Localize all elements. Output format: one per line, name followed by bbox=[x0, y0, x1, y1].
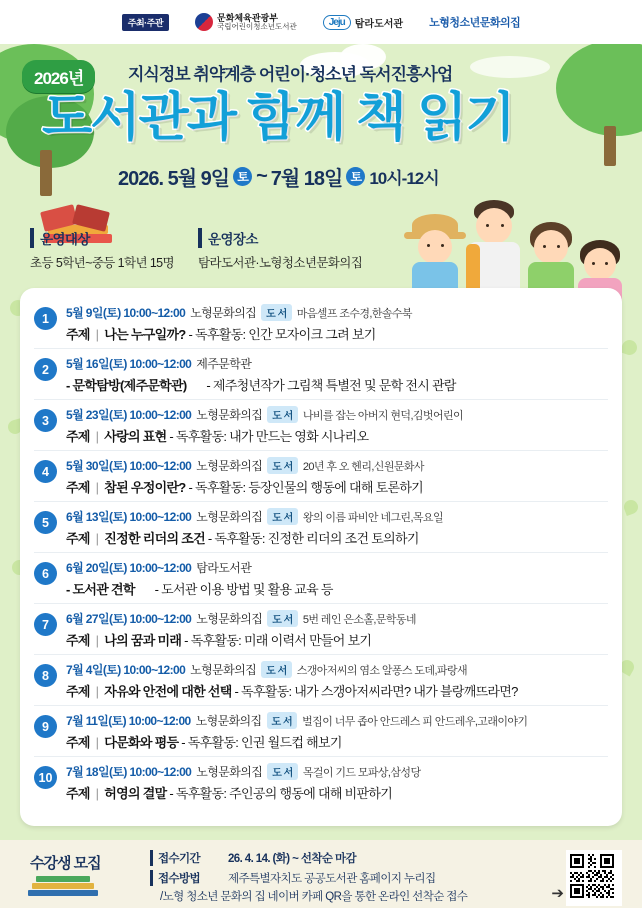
topic-sep: | bbox=[95, 735, 99, 750]
book-chip: 도 서 bbox=[267, 763, 298, 780]
place-info bbox=[198, 228, 362, 271]
topic-text: 나의 꿈과 미래 bbox=[104, 633, 182, 648]
row-number: 5 bbox=[34, 511, 57, 534]
method-value-2: /노형 청소년 문화의 집 네이버 카페 QR을 통한 온라인 선착순 접수 bbox=[160, 891, 468, 903]
row-number: 3 bbox=[34, 409, 57, 432]
activity-text: - 독후활동: 등장인물의 행동에 대해 토론하기 bbox=[188, 480, 424, 495]
row-number: 8 bbox=[34, 664, 57, 687]
row-meta bbox=[66, 406, 608, 423]
row-body bbox=[66, 559, 608, 598]
schedule-list bbox=[34, 298, 608, 807]
row-meta bbox=[66, 508, 608, 525]
row-body bbox=[66, 610, 608, 649]
taegeuk-icon bbox=[195, 13, 213, 31]
qr-code[interactable] bbox=[566, 850, 622, 906]
row-place: 노형문화의집 bbox=[190, 663, 257, 677]
host-badge-group bbox=[122, 14, 169, 31]
topic-label: 주제 bbox=[66, 531, 90, 546]
topic-label: 주제 bbox=[66, 327, 90, 342]
row-when: 5월 30일(토) 10:00~12:00 bbox=[66, 459, 192, 473]
row-place: 탐라도서관 bbox=[196, 561, 252, 575]
row-meta bbox=[66, 304, 608, 321]
book-chip: 도 서 bbox=[267, 457, 298, 474]
topic-sep: | bbox=[95, 429, 99, 444]
row-number: 7 bbox=[34, 613, 57, 636]
row-topic bbox=[66, 324, 608, 343]
row-body bbox=[66, 406, 608, 445]
activity-text: - 독후활동: 인권 월드컵 해보기 bbox=[181, 735, 342, 750]
row-meta bbox=[66, 661, 608, 678]
activity-text: - 독후활동: 내가 스갱아저씨라면? 내가 블랑깨뜨라면? bbox=[234, 684, 518, 699]
topic-label: 주제 bbox=[66, 429, 90, 444]
table-row bbox=[34, 552, 608, 603]
table-row bbox=[34, 399, 608, 450]
book-name: 20년 후 오 헨리,신원문화사 bbox=[302, 460, 424, 473]
table-row bbox=[34, 705, 608, 756]
jeju-mark-icon: Jeju bbox=[323, 15, 351, 30]
place-value: 탐라도서관·노형청소년문화의집 bbox=[198, 256, 363, 270]
mogef-line1: 문화체육관광부 bbox=[217, 12, 278, 23]
jeju-library-name: 탐라도서관 bbox=[354, 18, 404, 30]
topic-label: 주제 bbox=[66, 633, 90, 648]
book-name: 왕의 이름 파비안 네그린,목요일 bbox=[302, 511, 443, 524]
date-range-sep: ~ bbox=[256, 165, 267, 187]
book-name: 목걸이 기드 모파상,삼성당 bbox=[302, 766, 421, 779]
saturday-badge-end: 토 bbox=[346, 167, 365, 186]
row-topic bbox=[66, 426, 608, 445]
topic-text: 나는 누구일까? bbox=[104, 327, 186, 342]
topic-text: 참된 우정이란? bbox=[104, 480, 186, 495]
topic-text: 자유와 안전에 대한 선택 bbox=[104, 684, 232, 699]
row-topic bbox=[66, 579, 608, 598]
activity-text: - 독후활동: 진정한 리더의 조건 토의하기 bbox=[207, 531, 419, 546]
row-meta bbox=[66, 559, 608, 576]
row-when: 5월 9일(토) 10:00~12:00 bbox=[66, 306, 186, 320]
row-meta bbox=[66, 610, 608, 627]
row-topic bbox=[66, 630, 608, 649]
activity-text: - 도서관 이용 방법 및 활용 교육 등 bbox=[154, 582, 333, 597]
row-place: 노형문화의집 bbox=[196, 612, 263, 626]
row-topic bbox=[66, 375, 608, 394]
row-when: 6월 20일(토) 10:00~12:00 bbox=[66, 561, 192, 575]
topic-text: - 도서관 견학 bbox=[66, 582, 135, 597]
row-number: 1 bbox=[34, 307, 57, 330]
book-chip: 도 서 bbox=[267, 610, 298, 627]
row-when: 5월 16일(토) 10:00~12:00 bbox=[66, 357, 192, 371]
nohyeong-logo: 노형청소년문화의집 bbox=[429, 17, 521, 29]
saturday-badge-start: 토 bbox=[233, 167, 252, 186]
row-when: 6월 13일(토) 10:00~12:00 bbox=[66, 510, 192, 524]
jeju-library-logo bbox=[323, 15, 403, 30]
row-when: 6월 27일(토) 10:00~12:00 bbox=[66, 612, 192, 626]
method-label: 접수방법 bbox=[150, 870, 200, 886]
topic-sep: | bbox=[95, 684, 99, 699]
mogef-logo bbox=[195, 13, 297, 32]
row-topic bbox=[66, 681, 608, 700]
row-body bbox=[66, 508, 608, 547]
row-body bbox=[66, 457, 608, 496]
book-chip: 도 서 bbox=[267, 406, 298, 423]
row-body bbox=[66, 304, 608, 343]
mogef-line2: 국립어린이청소년도서관 bbox=[217, 21, 297, 31]
row-body bbox=[66, 763, 608, 802]
row-when: 7월 11일(토) 10:00~12:00 bbox=[66, 714, 191, 728]
book-name: 벌집이 너무 좁아 안드레스 피 안드레우,고래이야기 bbox=[302, 715, 528, 728]
row-place: 노형문화의집 bbox=[190, 306, 257, 320]
topic-sep: | bbox=[95, 633, 99, 648]
table-row bbox=[34, 298, 608, 348]
row-number: 9 bbox=[34, 715, 57, 738]
row-topic bbox=[66, 477, 608, 496]
poster-header bbox=[0, 44, 642, 198]
info-strip bbox=[0, 228, 642, 280]
table-row bbox=[34, 501, 608, 552]
row-topic bbox=[66, 528, 608, 547]
date-start: 2026. 5월 9일 bbox=[118, 168, 230, 190]
year-badge: 2026년 bbox=[22, 60, 95, 93]
topic-text: 진정한 리더의 조건 bbox=[104, 531, 205, 546]
recruit-label: 수강생 모집 bbox=[30, 855, 101, 872]
host-badge: 주최·주관 bbox=[122, 14, 169, 31]
row-place: 노형문화의집 bbox=[196, 765, 263, 779]
topic-text: 허영의 결말 bbox=[104, 786, 167, 801]
activity-text: - 독후활동: 미래 이력서 만들어 보기 bbox=[184, 633, 372, 648]
topic-label: 주제 bbox=[66, 684, 90, 699]
book-decor bbox=[28, 876, 100, 898]
book-chip: 도 서 bbox=[261, 661, 292, 678]
period-value: 26. 4. 14. (화) ~ 선착순 마감 bbox=[228, 853, 356, 865]
target-info bbox=[30, 228, 174, 271]
mogef-logo-text bbox=[217, 13, 297, 32]
row-topic bbox=[66, 732, 608, 751]
page-title: 도서관과 함께 책 읽기 bbox=[42, 89, 514, 147]
session-time: 10시-12시 bbox=[369, 169, 439, 188]
row-number: 6 bbox=[34, 562, 57, 585]
registration-band bbox=[0, 840, 642, 908]
row-when: 5월 23일(토) 10:00~12:00 bbox=[66, 408, 192, 422]
activity-text: - 독후활동: 주인공의 행동에 대해 비판하기 bbox=[169, 786, 393, 801]
book-chip: 도 서 bbox=[267, 508, 298, 525]
table-row bbox=[34, 348, 608, 399]
book-chip: 도 서 bbox=[267, 712, 298, 729]
row-number: 4 bbox=[34, 460, 57, 483]
row-meta bbox=[66, 355, 608, 372]
row-number: 10 bbox=[34, 766, 57, 789]
method-value: 제주특별자치도 공공도서관 홈페이지 누리집 bbox=[228, 873, 436, 885]
row-number: 2 bbox=[34, 358, 57, 381]
row-meta bbox=[66, 457, 608, 474]
qr-code-svg bbox=[568, 852, 616, 900]
activity-text: - 독후활동: 내가 만드는 영화 시나리오 bbox=[169, 429, 369, 444]
row-place: 노형문화의집 bbox=[196, 459, 263, 473]
topic-label: 주제 bbox=[66, 480, 90, 495]
row-meta bbox=[66, 763, 608, 780]
target-label: 운영대상 bbox=[30, 228, 174, 248]
topic-text: 다문화와 평등 bbox=[104, 735, 179, 750]
row-place: 노형문화의집 bbox=[196, 408, 263, 422]
topic-sep: | bbox=[95, 327, 99, 342]
row-meta bbox=[66, 712, 608, 729]
book-name: 5번 레인 은소홀,문학동네 bbox=[302, 613, 416, 626]
target-value: 초등 5학년~중등 1학년 15명 bbox=[30, 256, 175, 270]
place-label: 운영장소 bbox=[198, 228, 362, 248]
row-body bbox=[66, 712, 608, 751]
poster-subtitle: 지식정보 취약계층 어린이·청소년 독서진흥사업 bbox=[128, 65, 453, 84]
book-name: 스갱아저씨의 염소 알퐁스 도데,파랑새 bbox=[296, 664, 467, 677]
table-row bbox=[34, 654, 608, 705]
table-row bbox=[34, 450, 608, 501]
row-body bbox=[66, 661, 608, 700]
organizer-bar bbox=[0, 0, 642, 44]
topic-sep: | bbox=[95, 480, 99, 495]
activity-text: - 독후활동: 인간 모자이크 그려 보기 bbox=[188, 327, 376, 342]
row-place: 노형문화의집 bbox=[196, 510, 263, 524]
row-when: 7월 4일(토) 10:00~12:00 bbox=[66, 663, 186, 677]
topic-label: 주제 bbox=[66, 786, 90, 801]
date-end: 7월 18일 bbox=[270, 168, 343, 190]
period-label: 접수기간 bbox=[150, 850, 200, 866]
date-range bbox=[118, 162, 439, 191]
book-name: 마음셀프 조수경,한솔수북 bbox=[296, 307, 412, 320]
table-row bbox=[34, 756, 608, 807]
row-place: 노형문화의집 bbox=[195, 714, 262, 728]
row-topic bbox=[66, 783, 608, 802]
schedule-card bbox=[20, 288, 622, 826]
row-body bbox=[66, 355, 608, 394]
book-name: 나비를 잡는 아버지 현덕,김벗어린이 bbox=[302, 409, 464, 422]
activity-text: - 제주청년작가 그림책 특별전 및 문학 전시 관람 bbox=[206, 378, 456, 393]
row-place: 제주문학관 bbox=[196, 357, 252, 371]
topic-text: 사랑의 표현 bbox=[104, 429, 167, 444]
topic-sep: | bbox=[95, 531, 99, 546]
row-when: 7월 18일(토) 10:00~12:00 bbox=[66, 765, 192, 779]
topic-sep: | bbox=[95, 786, 99, 801]
topic-label: 주제 bbox=[66, 735, 90, 750]
arrow-icon: ➔ bbox=[551, 885, 564, 902]
book-chip: 도 서 bbox=[261, 304, 292, 321]
table-row bbox=[34, 603, 608, 654]
topic-text: - 문학탐방(제주문학관) bbox=[66, 378, 187, 393]
